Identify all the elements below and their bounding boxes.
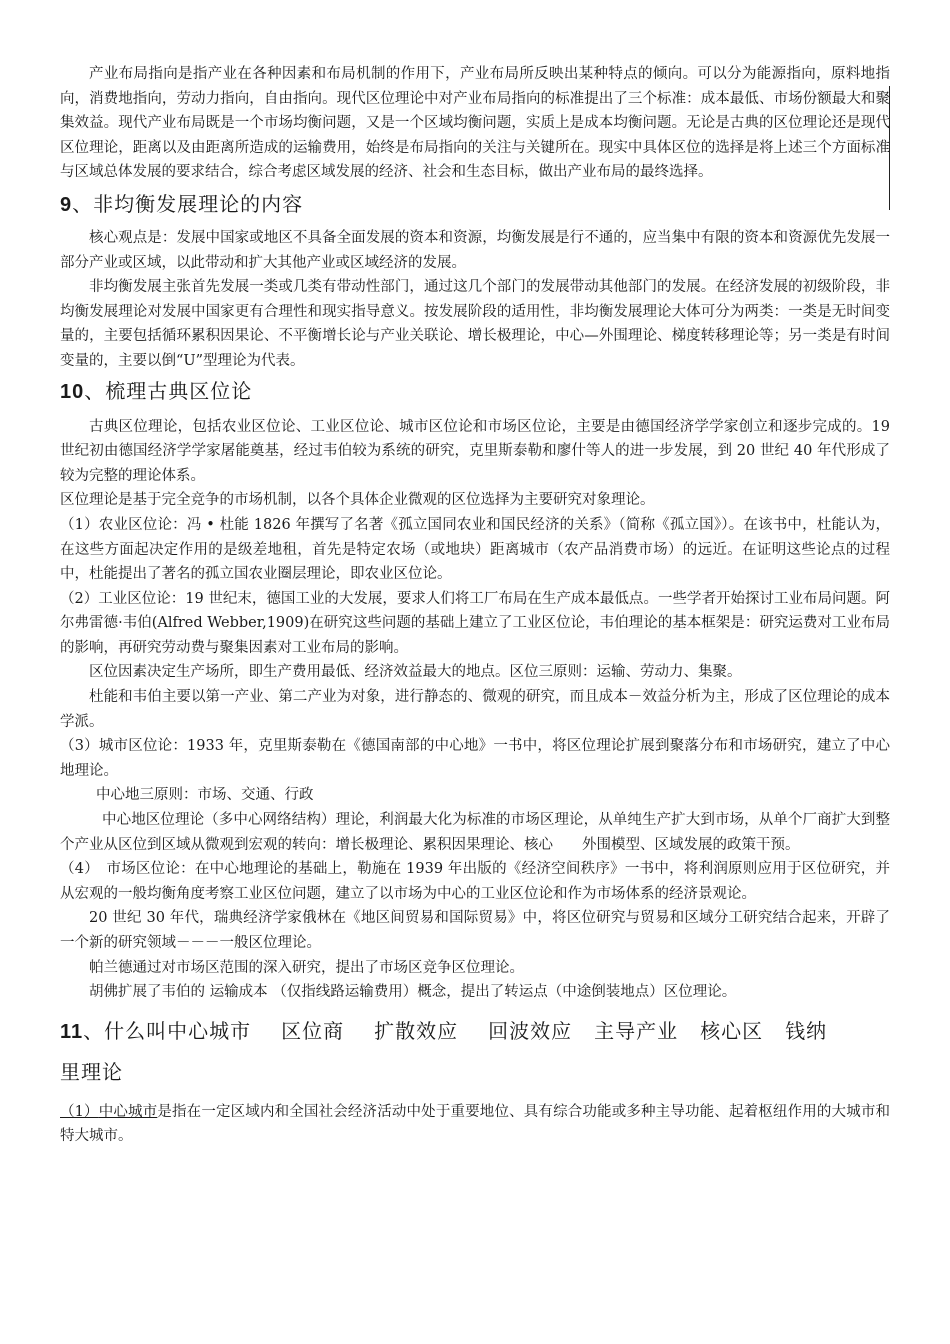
section-10-paragraph-12: 帕兰德通过对市场区范围的深入研究，提出了市场区竞争区位理论。 <box>89 959 524 976</box>
section-9-heading <box>60 189 890 220</box>
section-10-title: 、梳理古典区位论 <box>84 378 253 403</box>
section-11-term: 钱纳 <box>785 1018 828 1043</box>
document-page <box>60 62 890 1149</box>
section-10-paragraph-9: 中心地区位理论（多中心网络结构）理论，利润最大化为标准的市场区理论，从单纯生产扩大到市场，从单个厂商扩大到整个产业从区位到区域从微观到宏观的转向：增长极理论、累积因果理论、核心 外围模型、区域发展的政策干预。 <box>60 812 890 853</box>
section-11-term: 核心区 <box>700 1018 764 1043</box>
section-10-heading <box>60 376 890 407</box>
section-9-paragraph-2: 非均衡发展主张首先发展一类或几类有带动性部门，通过这几个部门的发展带动其他部门的发展。在经济发展的初级阶段，非均衡发展理论对发展中国家更有合理性和现实指导意义。按发展阶段的适用性，非均衡发展理论大体可分为两类：一类是无时间变量的，主要包括循环累积因果论、不平衡增长论与产业关联论、增长极理论，中心—外围理论、梯度转移理论等；另一类是有时间变量的，主要以倒“U”型理论为代表。 <box>60 279 890 369</box>
item-label: （1） <box>60 1103 99 1120</box>
section-10-paragraph-4: （2）工业区位论：19 世纪末，德国工业的大发展，要求人们将工厂布局在生产成本最低点。一些学者开始探讨工业布局问题。阿尔弗雷德·韦伯(Alfred Webber,1909)在研究这些问题的基础上建立了工业区位论，韦伯理论的基本框架是：研究运费对工业布局的影响，再研究劳动费与聚集因素对工业布局的影响。 <box>60 590 890 656</box>
section-11-paragraph-1 <box>60 1100 890 1149</box>
section-11-term: 扩散效应 <box>374 1018 459 1043</box>
section-10-paragraph-8: 中心地三原则：市场、交通、行政 <box>96 787 314 804</box>
section-10-paragraph-7: （3）城市区位论：1933 年，克里斯泰勒在《德国南部的中心地》一书中，将区位理论扩展到聚落分布和市场研究，建立了中心地理论。 <box>60 738 890 779</box>
section-9-number: 9 <box>60 193 73 216</box>
section-10-paragraph-11: 20 世纪 30 年代，瑞典经济学家俄林在《地区间贸易和国际贸易》中，将区位研究与贸易和区域分工研究结合起来，开辟了一个新的研究领域－－－一般区位理论。 <box>60 910 890 951</box>
section-10-paragraph-2: 区位理论是基于完全竞争的市场机制，以各个具体企业微观的区位选择为主要研究对象理论。 <box>60 492 655 509</box>
section-11-number: 11 <box>60 1020 84 1043</box>
section-9-title: 、非均衡发展理论的内容 <box>72 191 304 216</box>
section-11-term: 主导产业 <box>594 1018 679 1043</box>
section-11-term: 区位商 <box>281 1018 345 1043</box>
section-11-term-continued: 里理论 <box>60 1059 123 1084</box>
section-11-term: 回波效应 <box>488 1018 573 1043</box>
margin-bracket <box>886 86 890 210</box>
section-10-paragraph-5: 区位因素决定生产场所，即生产费用最低、经济效益最大的地点。区位三原则：运输、劳动力、集聚。 <box>89 664 742 681</box>
intro-paragraph: 产业布局指向是指产业在各种因素和布局机制的作用下，产业布局所反映出某种特点的倾向。可以分为能源指向，原料地指向，消费地指向，劳动力指向，自由指向。现代区位理论中对产业布局指向的标准提出了三个标准：成本最低、市场份额最大和聚集效益。现代产业布局既是一个市场均衡问题，又是一个区域均衡问题，实质上是成本均衡问题。无论是古典的区位理论还是现代区位理论，距离以及由距离所造成的运输费用，始终是布局指向的关注与关键所在。现实中具体区位的选择是将上述三个方面标准与区域总体发展的要求结合，综合考虑区域发展的经济、社会和生态目标，做出产业布局的最终选择。 <box>60 66 890 181</box>
section-10-paragraph-1: 古典区位理论，包括农业区位论、工业区位论、城市区位论和市场区位论，主要是由德国经济学学家创立和逐步完成的。19 世纪初由德国经济学学家屠能奠基，经过韦伯较为系统的研究，克里斯泰勒和廖什等人的进一步发展，到 20 世纪 40 年代形成了较为完整的理论体系。 <box>60 418 890 484</box>
section-11-heading <box>60 1011 890 1092</box>
item-definition: 是指在一定区域内和全国社会经济活动中处于重要地位、具有综合功能或多种主导功能、起着枢纽作用的大城市和特大城市。 <box>60 1103 891 1145</box>
section-10-paragraph-6: 杜能和韦伯主要以第一产业、第二产业为对象，进行静态的、微观的研究，而且成本－效益分析为主，形成了区位理论的成本学派。 <box>60 689 890 730</box>
section-10-paragraph-10: （4） 市场区位论：在中心地理论的基础上，勒施在 1939 年出版的《经济空间秩序》一书中，将利润原则应用于区位研究，并从宏观的一般均衡角度考察工业区位问题，建立了以市场为中心的工业区位论和作为市场体系的经济景观论。 <box>60 861 890 902</box>
section-10-number: 10 <box>60 380 85 403</box>
section-10-paragraph-3: （1）农业区位论：冯 • 杜能 1826 年撰写了名著《孤立国同农业和国民经济的关系》（简称《孤立国》）。在该书中，杜能认为，在这些方面起决定作用的是级差地租，首先是特定农场（或地块）距离城市（农产品消费市场）的远近。在证明这些论点的过程中，杜能提出了著名的孤立国农业圈层理论，即农业区位论。 <box>60 516 890 583</box>
item-term: 中心城市 <box>98 1103 158 1120</box>
section-10-paragraph-13: 胡佛扩展了韦伯的 运输成本 （仅指线路运输费用）概念，提出了转运点（中途倒装地点）区位理论。 <box>89 984 737 1001</box>
section-9-paragraph-1: 核心观点是：发展中国家或地区不具备全面发展的资本和资源，均衡发展是行不通的，应当集中有限的资本和资源优先发展一部分产业或区域，以此带动和扩大其他产业或区域经济的发展。 <box>60 229 890 271</box>
section-11-term: 、什么叫中心城市 <box>83 1018 252 1043</box>
